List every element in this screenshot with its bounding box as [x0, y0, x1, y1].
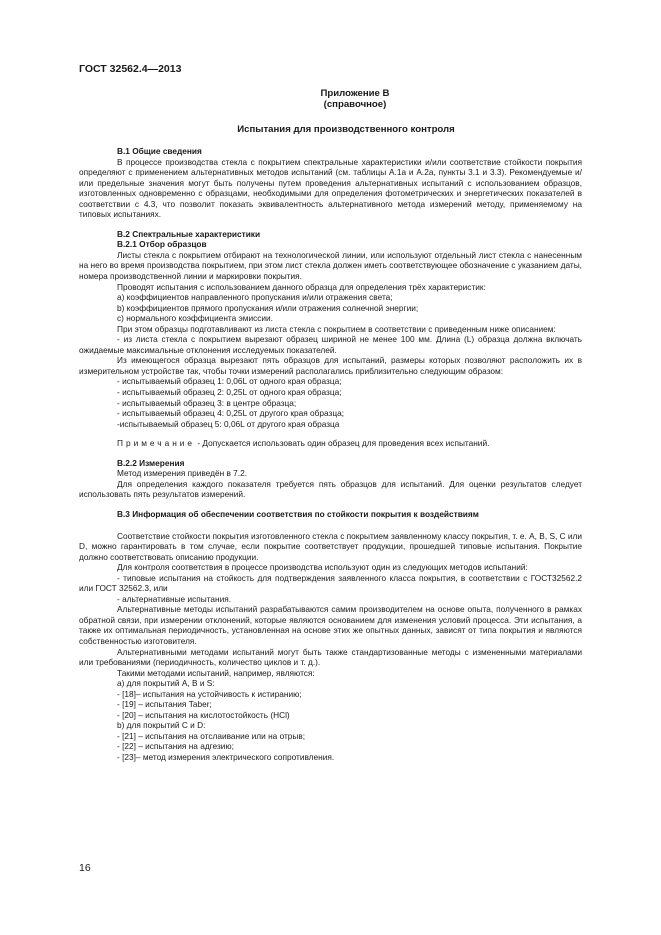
list-item: -испытываемый образец 5: 0,06L от другого края образца: [117, 418, 340, 429]
heading-b3: В.3 Информация об обеспечении соответствия по стойкости покрытия к воздействиям: [117, 508, 479, 519]
list-item: - [23]– метод измерения электрического сопротивления.: [117, 751, 335, 762]
paragraph: Для контроля соответствия в процессе производства используют один из следующих методов испытаний:: [117, 562, 528, 573]
paragraph: Для определения каждого показателя требуется пять образцов для испытаний. Для оценки результатов следует использовать пять результатов измерений.: [79, 478, 582, 500]
paragraph: Альтернативные методы испытаний разрабатываются самим производителем на основе опыта, полученного в рамках обратной связи, при измерении отклонений, которые являются основанием для изменения условий процесса. Эти испытания, а также их оптимальная периодичность, установленная на основе этих же опытных данных, зависят от типа покрытия и являются собственностью изготовителя.: [79, 604, 582, 646]
annex-title: Приложение В: [320, 88, 390, 99]
list-item: c) нормального коэффициента эмиссии.: [117, 313, 273, 324]
page-number: 16: [79, 862, 91, 874]
list-item: - [18]– испытания на устойчивость к истиранию;: [117, 688, 302, 699]
list-item: - [20] – испытания на кислотостойкость (HCl): [117, 709, 290, 720]
paragraph: - типовые испытания на стойкость для подтверждения заявленного класса покрытия, в соответствии с ГОСТ32562.2 или ГОСТ 32562.3, или: [79, 572, 582, 594]
list-item: - [21] – испытания на отслаивание или на отрыв;: [117, 730, 306, 741]
paragraph: Проводят испытания с использованием данного образца для определения трёх характеристик:: [117, 281, 486, 292]
list-item: - испытываемый образец 3: в центре образца;: [117, 397, 297, 408]
paragraph: Листы стекла с покрытием отбирают на технологической линии, или используют отдельный лист стекла с нанесенным на него во время производства покрытием, при этом лист стекла должен иметь соответствующее обозначение с указанием даты, номера производственной линии и маркировки покрытия.: [79, 249, 582, 282]
paragraph: В процессе производства стекла с покрытием спектральные характеристики и/или соответствие стойкости покрытия определяют с применением альтернативных методов испытаний (см. таблицы А.1а и А.2а, пункты 3.1 и 3.3). Рекомендуемые и/или предельные значения могут быть получены путем проведения альтернативных испытаний с использованием образцов, изготовленных одновременно с образцами, необходимыми для определения фотометрических и энергетических показателей в соответствии с 4.3, что позволит показать эквивалентность альтернативного метода измерений методу, применяемому на типовых испытаниях.: [79, 156, 582, 220]
paragraph: - из листа стекла с покрытием вырезают образец шириной не менее 100 мм. Длина (L) образца должна включать ожидаемые максимальные отклонения исследуемых показателей.: [79, 334, 582, 355]
note: [79, 438, 582, 449]
paragraph: Из имеющегося образца вырезают пять образцов для испытаний, размеры которых позволяют расположить их в измерительном устройстве так, чтобы точки измерений располагались приблизительно следующим образом:: [79, 355, 582, 376]
heading-b1: В.1 Общие сведения: [117, 146, 202, 156]
note-label: Примечание: [117, 438, 196, 449]
list-item: - [22] – испытания на адгезию;: [117, 741, 234, 752]
heading-b2: В.2 Спектральные характеристики: [117, 228, 261, 239]
annex-subtitle: (справочное): [323, 99, 387, 110]
section-title: Испытания для производственного контроля: [237, 124, 455, 135]
list-item: - испытываемый образец 1: 0,06L от одного края образца;: [117, 376, 342, 387]
paragraph: Соответствие стойкости покрытия изготовленного стекла с покрытием заявленному классу покрытия, т. е. А, В, S, С или D, можно гарантировать в том случае, если покрытие соответствует продукции, прошедшей типовые испытания. Покрытие должно соответствовать описанию продукции.: [79, 530, 582, 562]
list-item: - испытываемый образец 4: 0,25L от другого края образца;: [117, 408, 344, 419]
list-item: a) коэффициентов направленного пропускания и/или отражения света;: [117, 292, 393, 303]
list-item: b) для покрытий С и D:: [117, 720, 206, 731]
document-code: ГОСТ 32562.4—2013: [79, 63, 182, 75]
heading-b2-1: В.2.1 Отбор образцов: [117, 239, 207, 250]
paragraph: При этом образцы подготавливают из листа стекла с покрытием в соответствии с приведенным ниже описанием:: [117, 323, 556, 334]
list-item: - [19] – испытания Taber;: [117, 699, 212, 710]
paragraph: Альтернативными методами испытаний могут быть также стандартизованные методы с измененными материалами или требованиями (периодичность, количество циклов и т. д.).: [79, 646, 582, 668]
paragraph: Метод измерения приведён в 7.2.: [117, 468, 248, 479]
document-body: [79, 146, 582, 763]
list-item: а) для покрытий А, В и S:: [117, 678, 215, 689]
paragraph: - альтернативные испытания.: [117, 593, 232, 604]
list-item: - испытываемый образец 2: 0,25L от одного края образца;: [117, 387, 342, 398]
paragraph: Такими методами испытаний, например, являются:: [117, 667, 315, 678]
heading-b2-2: В.2.2 Измерения: [117, 457, 185, 468]
list-item: b) коэффициентов прямого пропускания и/или отражения солнечной энергии;: [117, 302, 419, 313]
note-text: - Допускается использовать один образец для проведения всех испытаний.: [195, 438, 490, 449]
